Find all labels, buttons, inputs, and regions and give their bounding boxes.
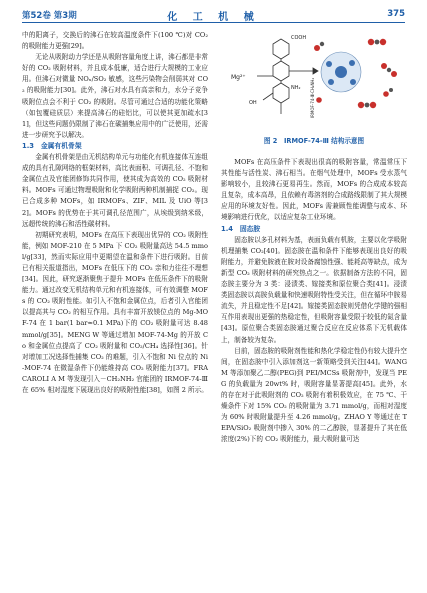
molecule-diagram — [221, 30, 407, 132]
mg-label: Mg²⁺ — [231, 74, 246, 81]
paragraph: MOFs 在高压条件下表现出很高的吸附容量，常温常压下其性能与活性炭、沸石相当。在烟气处理中，MOFs 受水蒸气影响较小，且较沸石更易再生。然而，MOFs 的合成成本较高且复杂，成本高昂，且依赖有毒溶剂的合成路线限制了其大规模应用的环境友好性。因此，MOFs 需兼顾性能调整与成本、环境影响进行优化，以适应复杂工业环境。 — [221, 158, 407, 222]
page-header — [22, 6, 405, 22]
framework-label: IRMOF-74-Ⅲ-CH₂NH₂ — [310, 77, 315, 118]
paragraph: 目前，固态胺的吸附剂性能和热化学稳定性仍有较大提升空间，在固态胺中引入添加剂这一新策略受到关注[44]。WANG M 等添加聚乙二醇(PEG)到 PEI/MCSs 吸附剂中，发现当 PEG 的负载量为 20wt% 时，吸附容量显著提高[45]。此外，水的存在对于此吸附剂的 CO₂ 吸附有着积极效应，在 75 ℃、干燥条件下对 15% CO₂ 的吸附量为 3.71 mmol/g，而相对湿度为 60% 时吸附量提升至 4.26 mmol/g。ZHAO Y 等通过在 TEPA/SiO₂ 吸附剂中掺入 30% 的二乙醇胺，显著提升了其在低浓度(2%)下的 CO₂ 吸附能力，最大吸附量可达 — [221, 346, 407, 444]
page-number: 375 — [387, 9, 405, 19]
volume-issue: 第52卷 第3期 — [22, 11, 77, 21]
section-heading: 1.3 金属有机骨架 — [22, 141, 82, 150]
cooh-label: COOH — [291, 35, 307, 41]
paragraph: 初期研究表明，MOFs 在高压下表现出优异的 CO₂ 吸附性能，例如 MOF-210 在 5 MPa 下 CO₂ 吸附量高达 54.5 mmol/g[33]，然而实际应用中更期望在温和条件下进行吸附。目前已有相关报道指出，MOFs 在低压下的 CO₂ 亲和力往往不理想[34]。因此，研究逐渐聚焦于提升 MOFs 在低压条件下的吸附能力。通过改变无机结构单元和有机连接体，可有效调整 MOFs 的 CO₂ 吸附性能。如引入不饱和金属位点，后者引入官能团以提高其与 CO₂ 的相互作用。具有丰富开放镁位点的 Mg-MOF-74 在 1 bar(1 bar≈0.1 MPa)下的 CO₂ 吸附量可达 8.48 mmol/g[35]。MENG W 等通过增加 MOF-74-Mg 的开放 Co 和金属位点提高了 CO₂ 吸附量和 CO₂/CH₄ 选择性[36]。针对增加工况选择性捕集 CO₂ 的难题，引入不饱和 Ni 位点的 Ni-MOF-74 在微湿条件下仍能维持高 CO₂ 吸附能力[37]。FRACAROLI A M 等发现引入－CH₂NH₂ 官能团的 IRMOF-74-Ⅲ 在 65% 相对湿度下展现出良好的吸附性能[38]，如图 2 所示。 — [22, 230, 208, 394]
paragraph: 金属有机骨架是由无机结构单元与功能化有机连接体互连组成的具有孔隙网络的框架材料，高比表面积、可调孔径、不饱和金属位点及官能团修饰共同作用，使其成为高效的 CO₂ 吸附材料。MOFs 可通过物理吸附和化学吸附两种机制捕捉 CO₂。现已合成多种 MOFs，如 IRMOFs、ZIF、MIL 及 UiO 等[32]。MOFs 的优势在于其可调孔径范围广，从埃级到纳米级，远超传统的沸石和活性碳材料。 — [22, 153, 208, 228]
paragraph: 中的阳离子，交换后的沸石在较高温度条件下(100 ℃)对 CO₂ 的吸附能力更强[29]。 — [22, 31, 208, 51]
oh-label: OH — [249, 100, 257, 106]
figure-structure — [221, 30, 407, 148]
paragraph: 固态胺以多孔材料为基，表面负载有机胺，主要以化学吸附机理捕集 CO₂[40]。固态胺在温和条件下能够表现出良好的吸附能力，并避免胺液在胺对设备腐蚀性强、能耗高等缺点，成为新型 CO₂ 吸附材料的研究热点之一。依据制备方法的不同，固态胺主要分为 3 类：浸渍类、嫁接类和原位聚合类[41]。浸渍类固态胺以高胺负载量和快速吸附特性受关注，但在循环中胺易流失，并且稳定性不足[42]。嫁接类固态胺则凭借化学键的强相互作用表现出更强的热稳定性，但吸附容量受限于较低的氮含量[43]。原位聚合类固态胺通过聚合反应在反应体系下无机载体上，制备较为复杂。 — [221, 235, 407, 344]
left-column — [22, 30, 208, 396]
nh2-label: NH₂ — [291, 85, 301, 91]
right-column — [221, 157, 407, 445]
metal-cluster — [321, 52, 361, 92]
journal-title: 化 工 机 械 — [167, 12, 260, 23]
figure-caption: 图 2 IRMOF-74-Ⅲ 结构示意图 — [263, 137, 365, 145]
header-rule — [22, 22, 405, 23]
section-heading: 1.4 固态胺 — [221, 224, 261, 233]
paragraph: 无论从吸附动力学还是从吸附容量角度上讲，沸石都是非常好的 CO₂ 吸附材料，并且成本低廉，适合进行大规模的工业应用。但沸石对微量 NOₓ/SO₂ 敏感，这些污染物会削弱其对 CO₂ 的吸附能力[30]。此外，沸石对水具有高亲和力，水分子竞争吸附位点会不利于 CO₂ 的吸附。尽管可通过合适的功能化策略（如包覆硅质层）来提高沸石的硅铝比，可以使其更加疏水[31]，但这些问题仍限制了沸石在碳捕集应用中的广泛使用，还需进一步研究予以解决。 — [22, 53, 208, 139]
